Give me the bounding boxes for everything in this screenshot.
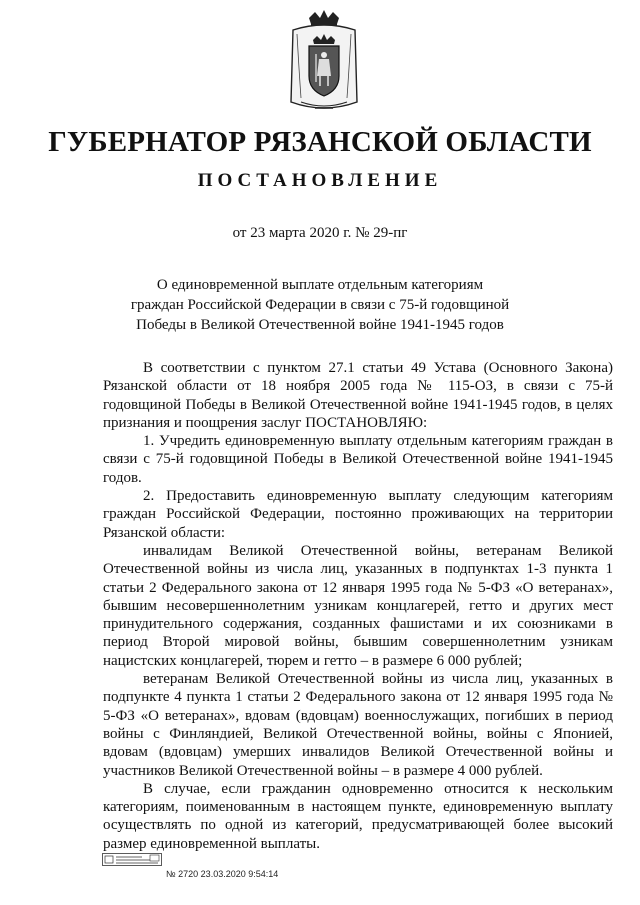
registration-number: № 2720 23.03.2020 9:54:14 [166, 869, 279, 879]
subject-line: Победы в Великой Отечественной войне 1941-1945 годов [136, 317, 504, 333]
multiple-categories-paragraph: В случае, если гражданин одновременно относится к нескольким категориям, поименованным в настоящем пункте, единовременную выплату осуществлять по одной из категорий, предусматривающей более высокий размер единовременной выплаты. [103, 780, 613, 852]
coat-of-arms-icon [287, 10, 361, 118]
category-6000-paragraph: инвалидам Великой Отечественной войны, ветеранам Великой Отечественной войны из числа лиц, указанных в подпунктах 1-3 пункта 1 статьи 2 Федерального закона от 12 января 1995 года № 5-ФЗ «О ветеранах», бывшим несовершеннолетним узникам концлагерей, гетто и других мест принудительного содержания, созданных фашистами и их союзниками в период Второй мировой войны, бывшим совершеннолетним узникам нацистских концлагерей, тюрем и гетто – в размере 6 000 рублей; [103, 542, 613, 669]
document-date-number: от 23 марта 2020 г. № 29-пг [232, 225, 408, 241]
authority-title: ГУБЕРНАТОР РЯЗАНСКОЙ ОБЛАСТИ [48, 126, 592, 158]
preamble-paragraph: В соответствии с пунктом 27.1 статьи 49 Устава (Основного Закона) Рязанской области от 18 ноября 2005 года № 115-ОЗ, в связи с 75-й годовщиной Победы в Великой Отечественной войне 1941-1945 годов, в целях признания и поощрения заслуг ПОСТАНОВЛЯЮ: [103, 360, 613, 431]
document-subject [0, 275, 640, 335]
clause-2-paragraph: 2. Предоставить единовременную выплату следующим категориям граждан Российской Федерации, постоянно проживающих на территории Рязанской области: [103, 488, 613, 541]
document-type-title: ПОСТАНОВЛЕНИЕ [197, 170, 443, 191]
document-body [103, 359, 613, 853]
registration-stamp-icon [102, 853, 162, 866]
subject-line: граждан Российской Федерации в связи с 75-й годовщиной [130, 297, 510, 313]
subject-line: О единовременной выплате отдельным категориям [156, 277, 484, 293]
clause-1-paragraph: 1. Учредить единовременную выплату отдельным категориям граждан в связи с 75-й годовщиной Победы в Великой Отечественной войне 1941-1945 годов. [103, 433, 613, 486]
category-4000-paragraph: ветеранам Великой Отечественной войны из числа лиц, указанных в подпункте 4 пункта 1 статьи 2 Федерального закона от 12 января 1995 года № 5-ФЗ «О ветеранах», вдовам (вдовцам) военнослужащих, погибших в период войны с Финляндией, Великой Отечественной войны, войны с Японией, вдовам (вдовцам) умерших инвалидов Великой Отечественной войны и участников Великой Отечественной войны – в размере 4 000 рублей. [103, 671, 613, 779]
